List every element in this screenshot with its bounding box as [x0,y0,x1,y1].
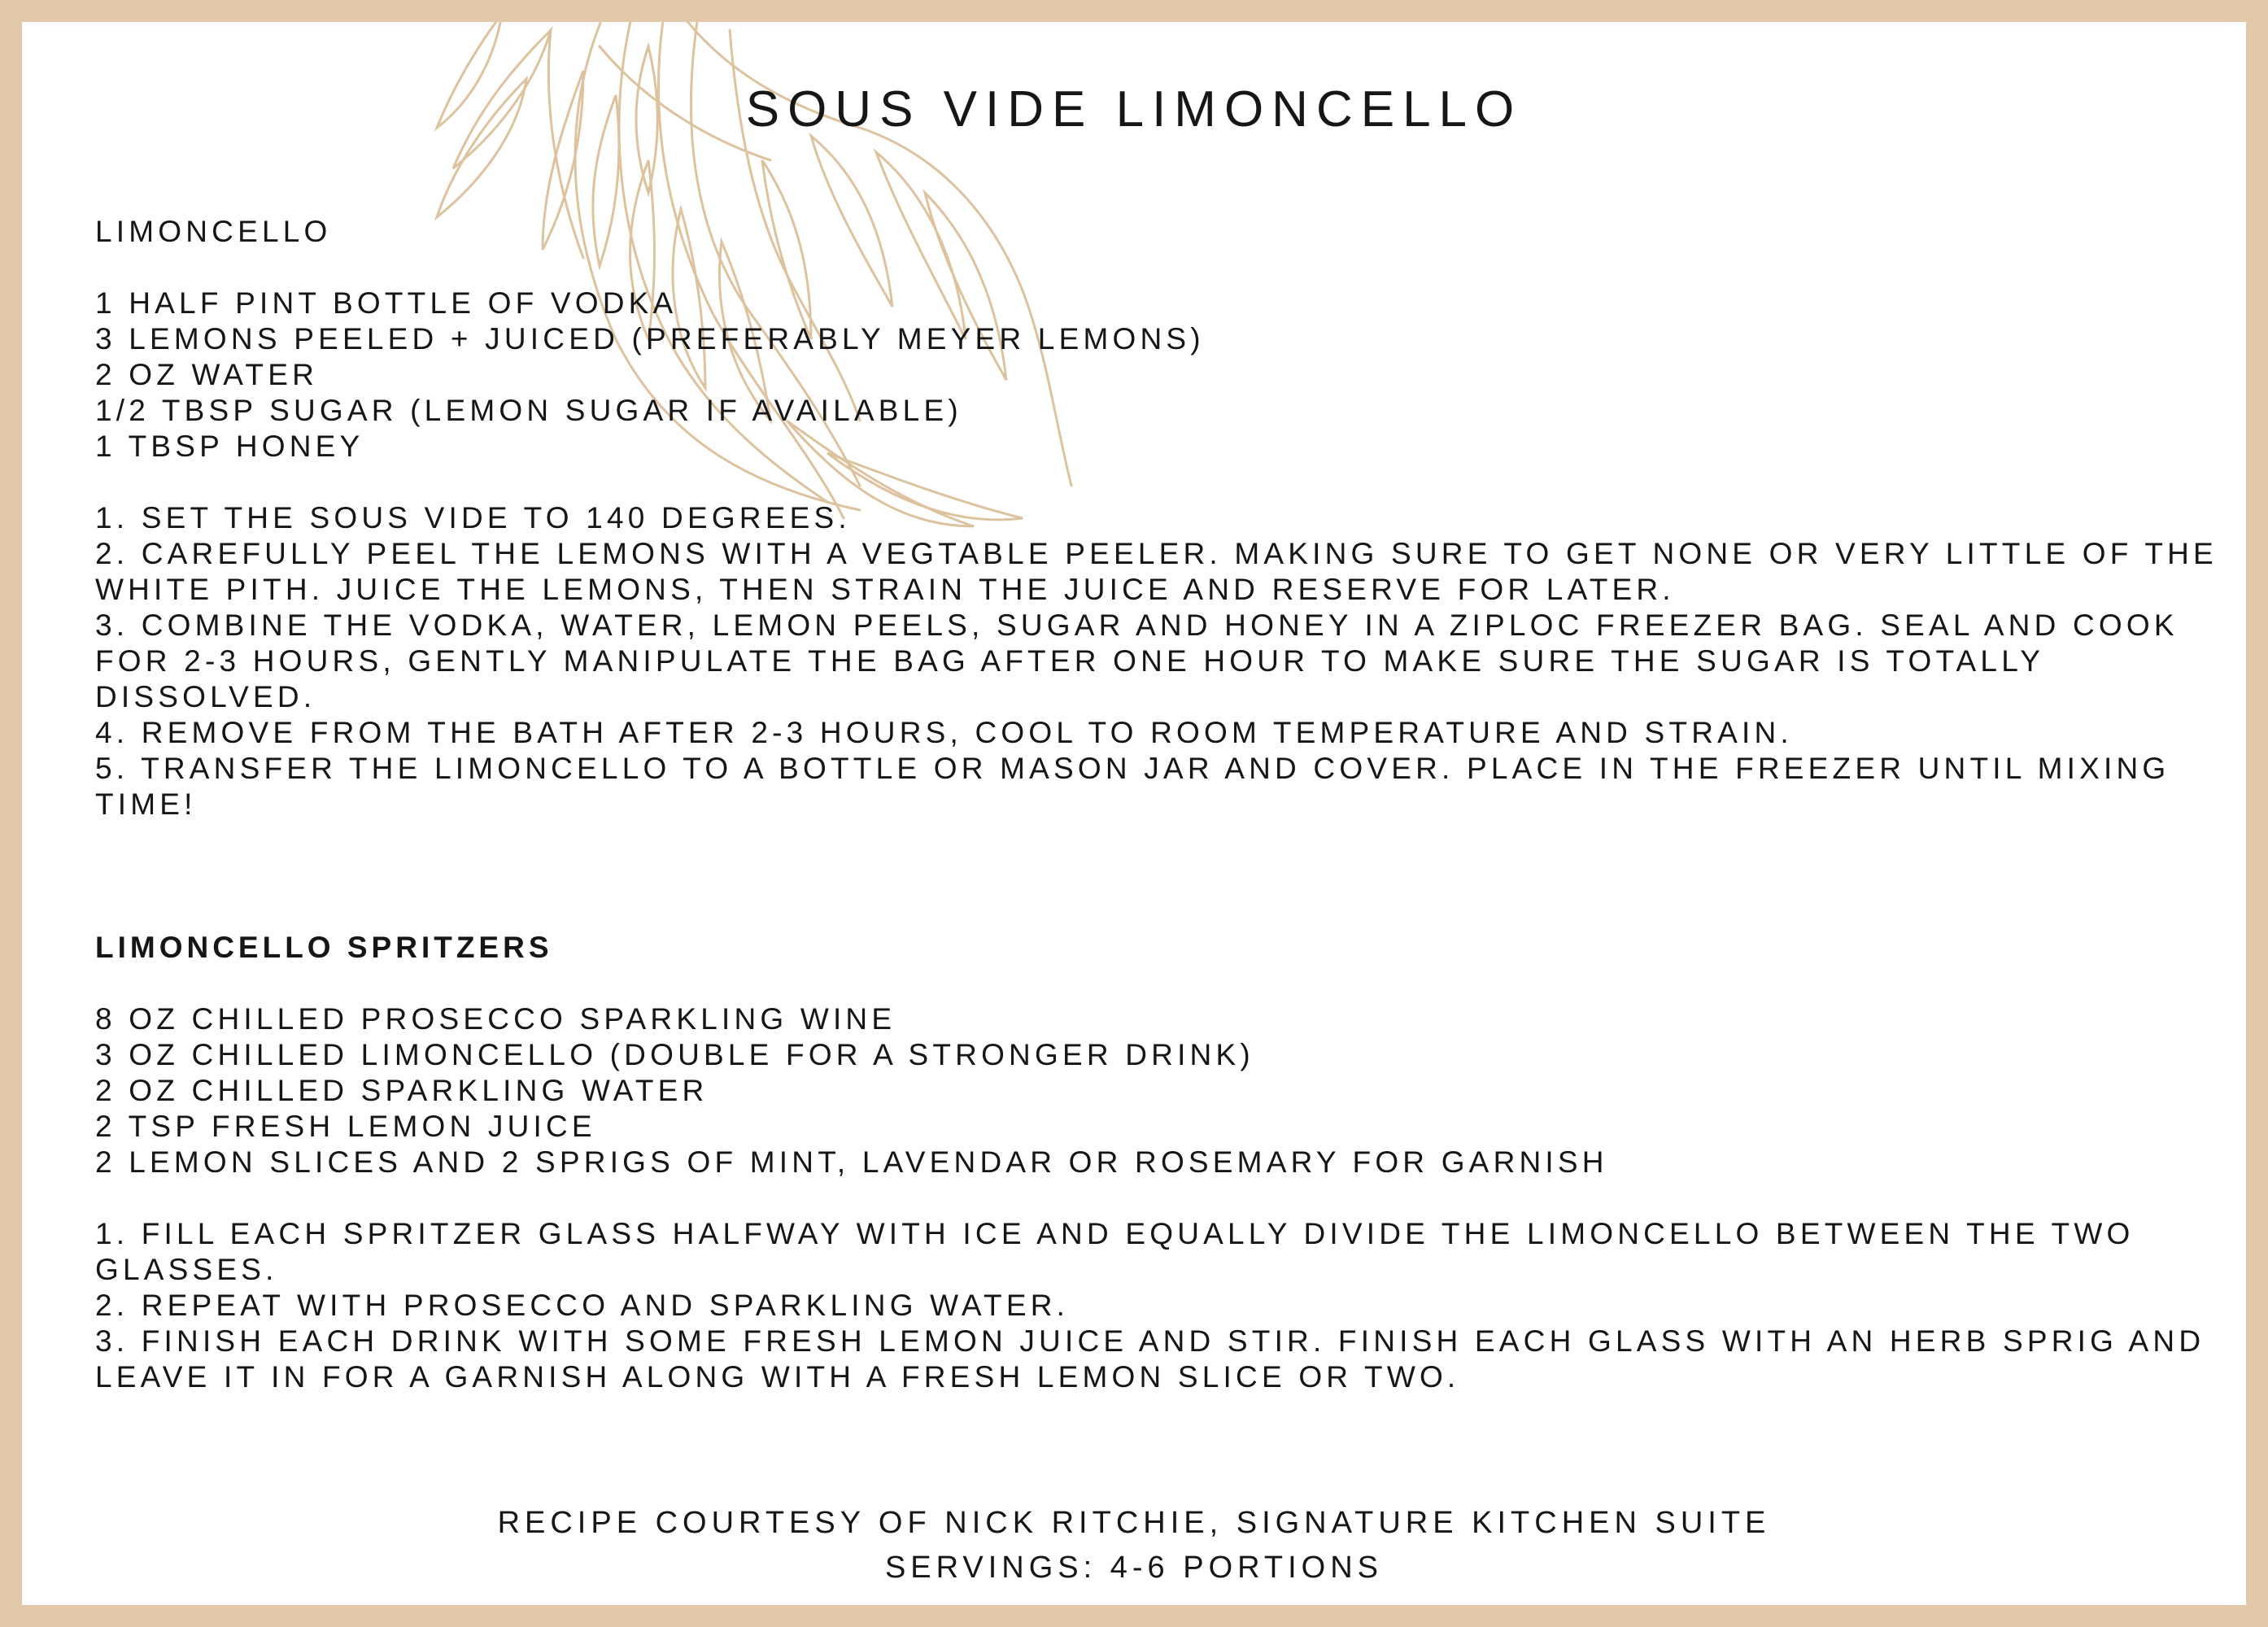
spacer [95,966,2210,1001]
section-heading-spritzers: LIMONCELLO SPRITZERS [95,931,553,964]
step-line: 3. FINISH EACH DRINK WITH SOME FRESH LEMON JUICE AND STIR. FINISH EACH GLASS WITH AN HERB SPRIG AND [95,1324,2205,1358]
ingredient-item: 2 TSP FRESH LEMON JUICE [95,1110,596,1143]
section-heading-limoncello: LIMONCELLO [95,215,332,248]
step-line: 5. TRANSFER THE LIMONCELLO TO A BOTTLE OR MASON JAR AND COVER. PLACE IN THE FREEZER UNTIL MIXING [95,752,2170,785]
step-line: DISSOLVED. [95,680,316,713]
step-line: 2. CAREFULLY PEEL THE LEMONS WITH A VEGTABLE PEELER. MAKING SURE TO GET NONE OR VERY LITTLE OF THE [95,537,2218,570]
step-line: 1. SET THE SOUS VIDE TO 140 DEGREES. [95,501,851,534]
spritzer-steps [95,1216,2210,1395]
ingredient-item: 3 OZ CHILLED LIMONCELLO (DOUBLE FOR A STRONGER DRINK) [95,1038,1254,1071]
ingredient-item: 2 OZ CHILLED SPARKLING WATER [95,1074,709,1107]
step-line: TIME! [95,787,197,821]
step-line: 1. FILL EACH SPRITZER GLASS HALFWAY WITH ICE AND EQUALLY DIVIDE THE LIMONCELLO BETWEEN THE TWO [95,1217,2135,1250]
step-line: GLASSES. [95,1253,278,1286]
ingredient-item: 2 LEMON SLICES AND 2 SPRIGS OF MINT, LAVENDAR OR ROSEMARY FOR GARNISH [95,1145,1608,1179]
ingredient-item: 1 HALF PINT BOTTLE OF VODKA [95,286,678,320]
limoncello-ingredient-list [95,286,2210,465]
spacer [95,822,2210,930]
ingredient-item: 2 OZ WATER [95,358,318,391]
recipe-credit: RECIPE COURTESY OF NICK RITCHIE, SIGNATURE KITCHEN SUITE [497,1506,1771,1540]
recipe-footer [22,1501,2246,1590]
step-line: 2. REPEAT WITH PROSECCO AND SPARKLING WATER. [95,1289,1070,1322]
ingredient-item: 1 TBSP HONEY [95,430,364,463]
spritzer-ingredient-list [95,1001,2210,1180]
step-line: WHITE PITH. JUICE THE LEMONS, THEN STRAIN THE JUICE AND RESERVE FOR LATER. [95,573,1675,606]
recipe-body [95,214,2218,1395]
step-line: 4. REMOVE FROM THE BATH AFTER 2-3 HOURS, COOL TO ROOM TEMPERATURE AND STRAIN. [95,716,1793,749]
step-line: 3. COMBINE THE VODKA, WATER, LEMON PEELS, SUGAR AND HONEY IN A ZIPLOC FREEZER BAG. SEAL AND COOK [95,608,2179,642]
spacer [95,465,2210,500]
limoncello-steps [95,500,2218,822]
spacer [95,250,2210,286]
step-line: FOR 2-3 HOURS, GENTLY MANIPULATE THE BAG AFTER ONE HOUR TO MAKE SURE THE SUGAR IS TOTALLY [95,644,2045,678]
step-line: LEAVE IT IN FOR A GARNISH ALONG WITH A FRESH LEMON SLICE OR TWO. [95,1360,1460,1394]
servings-info: SERVINGS: 4-6 PORTIONS [884,1551,1384,1585]
spacer [95,1180,2210,1216]
page-title: SOUS VIDE LIMONCELLO [745,81,1523,137]
ingredient-item: 8 OZ CHILLED PROSECCO SPARKLING WINE [95,1002,896,1036]
ingredient-item: 3 LEMONS PEELED + JUICED (PREFERABLY MEYER LEMONS) [95,322,1205,355]
ingredient-item: 1/2 TBSP SUGAR (LEMON SUGAR IF AVAILABLE) [95,394,962,427]
recipe-card [22,22,2246,1605]
